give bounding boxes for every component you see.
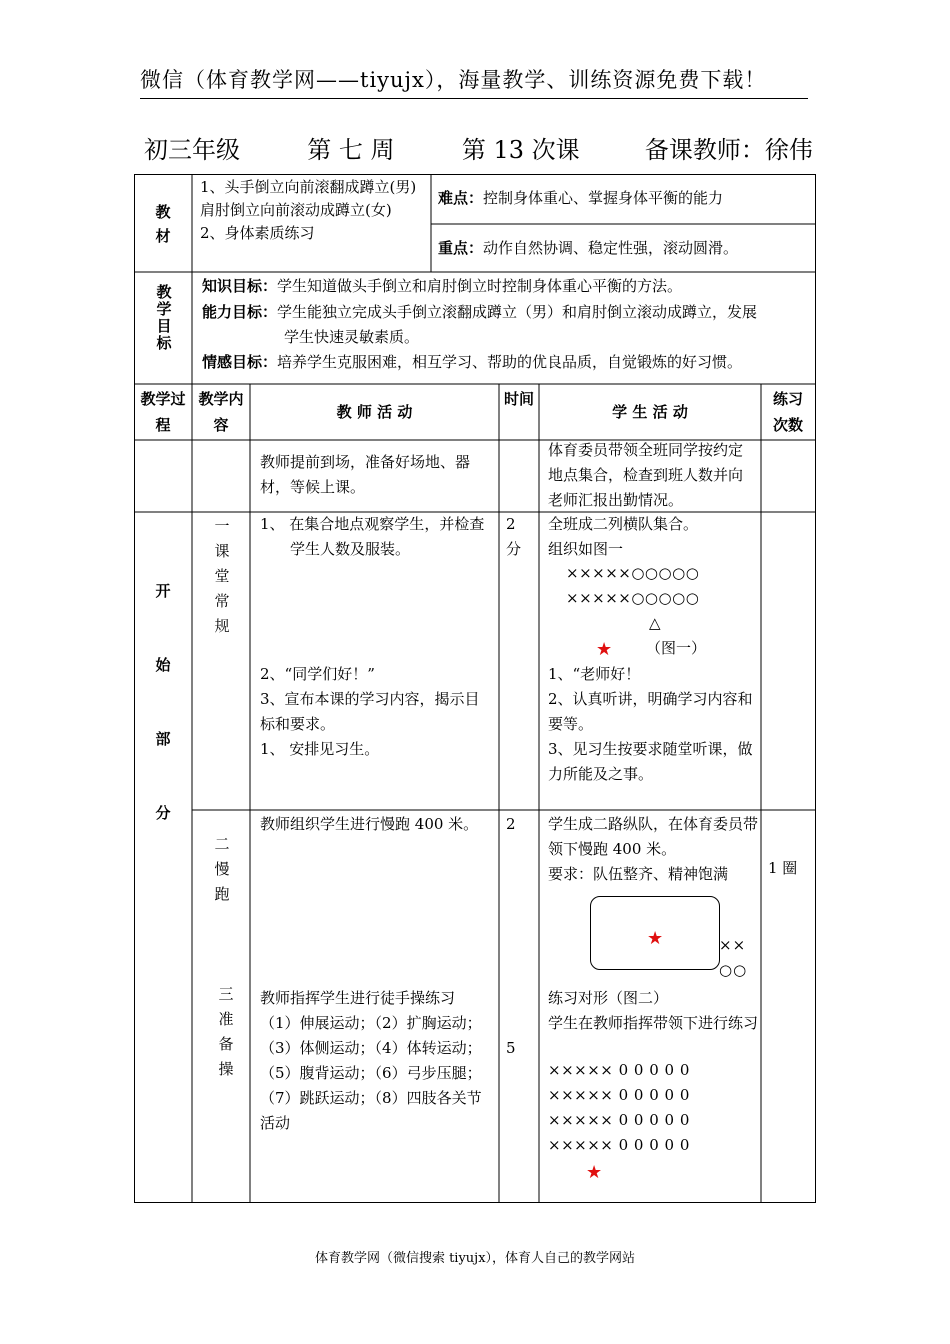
routine-student-1: 全班成二列横队集合。 [548, 515, 699, 533]
difficulty-point [438, 186, 808, 211]
routine-student-2: 组织如图一 [548, 540, 624, 558]
warmup-teacher-5: （7）跳跃运动；（8）四肢各关节 [260, 1089, 482, 1107]
warmup-row-4: ××××× 0 0 0 0 0 [548, 1136, 690, 1154]
warmup-student: 学生在教师指挥带领下进行练习 [548, 1014, 759, 1032]
emotion-text: 培养学生克服困难，相互学习、帮助的优良品质，自觉锻炼的好习惯。 [277, 353, 743, 371]
jog-requirement: 要求：队伍整齐、精神饱满 [548, 865, 729, 883]
warmup-time: 5 [506, 1039, 516, 1057]
warmup-row-2: ××××× 0 0 0 0 0 [548, 1086, 690, 1104]
warmup-teacher-3: （3）体侧运动；（4）体转运动； [260, 1039, 482, 1057]
jog-time: 2 [506, 815, 516, 833]
star-icon: ★ [596, 639, 613, 660]
routine-content: 一课堂常规 [214, 517, 230, 635]
material-label-char-1: 教 [155, 203, 171, 221]
warmup-row-3: ××××× 0 0 0 0 0 [548, 1111, 690, 1129]
routine-student-3: 1、“老师好！ [548, 665, 641, 683]
col-content: 教学内容 [198, 390, 244, 434]
warmup-row-1: ××××× 0 0 0 0 0 [548, 1061, 690, 1079]
routine-student-5: 3、见习生按要求随堂听课，做力所能及之事。 [548, 740, 753, 783]
routine-teacher-3: 3、宣布本课的学习内容，揭示目标和要求。 [260, 690, 480, 733]
warmup-teacher-2: （1）伸展运动；（2）扩胸运动； [260, 1014, 482, 1032]
star-icon: ★ [647, 928, 664, 949]
routine-time: 2分 [506, 515, 522, 558]
star-icon: ★ [586, 1162, 603, 1183]
material-content-line-2: 2、身体素质练习 [200, 224, 315, 242]
header-rule [140, 98, 808, 99]
routine-teacher-1: 1、 在集合地点观察学生，并检查学生人数及服装。 [260, 515, 485, 558]
runners-row-1: ×× [719, 936, 747, 954]
col-time: 时间 [504, 390, 535, 408]
routine-student-4: 2、认真听讲，明确学习内容和要等。 [548, 690, 753, 733]
knowledge-text: 学生知道做头手倒立和肩肘倒立时控制身体重心平衡的方法。 [277, 277, 683, 295]
site-header: 微信（体育教学网——tiyujx），海量教学、训练资源免费下载！ [140, 68, 767, 92]
key-text: 动作自然协调、稳定性强，滚动圆滑。 [483, 239, 739, 257]
key-point [438, 236, 808, 261]
warmup-teacher-6: 活动 [260, 1114, 291, 1132]
formation-row-2: ×××××○○○○○ [566, 589, 700, 607]
objectives-label: 教学目标 [156, 283, 172, 352]
ability-text: 学生能独立完成头手倒立滚翻成蹲立（男）和肩肘倒立滚动成蹲立，发展 [277, 303, 758, 321]
jog-content: 二慢跑 [214, 835, 230, 903]
emotion-objective [202, 350, 812, 375]
prep-teacher: 教师提前到场，准备好场地、器材，等候上课。 [260, 453, 471, 496]
page-footer: 体育教学网（微信搜索 tiyujx），体育人自己的教学网站 [314, 1251, 636, 1266]
knowledge-label: 知识目标： [202, 277, 278, 295]
lesson-title [144, 130, 813, 165]
figure-1-caption: （图一） [646, 639, 707, 657]
material-label [134, 200, 192, 248]
section-label: 开始部分 [155, 582, 171, 822]
grade: 初三年级 [144, 136, 240, 164]
routine-teacher-2: 2、“同学们好！” [260, 665, 375, 683]
material-content-line-1: 1、头手倒立向前滚翻成蹲立(男)肩肘倒立向前滚动成蹲立(女) [200, 178, 417, 219]
runners-row-2: ○○ [719, 961, 748, 979]
col-reps: 练习次数 [772, 390, 803, 434]
ability-text-2: 学生快速灵敏素质。 [284, 328, 420, 346]
knowledge-objective [202, 274, 812, 299]
formation-row-1: ×××××○○○○○ [566, 564, 700, 582]
col-process: 教学过程 [140, 390, 186, 434]
routine-teacher-4: 1、 安排见习生。 [260, 740, 380, 758]
material-label-char-2: 材 [155, 227, 171, 245]
key-label: 重点： [438, 239, 484, 257]
lesson-number: 第 13 次课 [461, 136, 580, 164]
lesson-plan-table [134, 174, 816, 1203]
week: 第 七 周 [307, 136, 395, 164]
ability-objective [202, 300, 812, 325]
material-content [200, 176, 426, 245]
difficulty-label: 难点： [438, 189, 484, 207]
col-teacher: 教 师 活 动 [336, 403, 413, 421]
emotion-label: 情感目标： [202, 353, 278, 371]
ability-label: 能力目标： [202, 303, 278, 321]
warmup-content: 三准备操 [218, 985, 234, 1078]
difficulty-text: 控制身体重心、掌握身体平衡的能力 [483, 189, 724, 207]
teacher-name: 备课教师：徐伟 [644, 136, 813, 164]
jog-teacher: 教师组织学生进行慢跑 400 米。 [260, 815, 479, 833]
figure-2-caption: 练习对形（图二） [548, 989, 669, 1007]
prep-student: 体育委员带领全班同学按约定地点集合，检查到班人数并向老师汇报出勤情况。 [548, 441, 744, 509]
teacher-triangle: △ [649, 614, 662, 632]
col-student: 学 生 活 动 [612, 403, 688, 421]
jog-reps: 1 圈 [768, 859, 798, 877]
jog-student: 学生成二路纵队，在体育委员带领下慢跑 400 米。 [548, 815, 759, 858]
warmup-teacher-1: 教师指挥学生进行徒手操练习 [260, 989, 456, 1007]
warmup-teacher-4: （5）腹背运动；（6）弓步压腿； [260, 1064, 482, 1082]
